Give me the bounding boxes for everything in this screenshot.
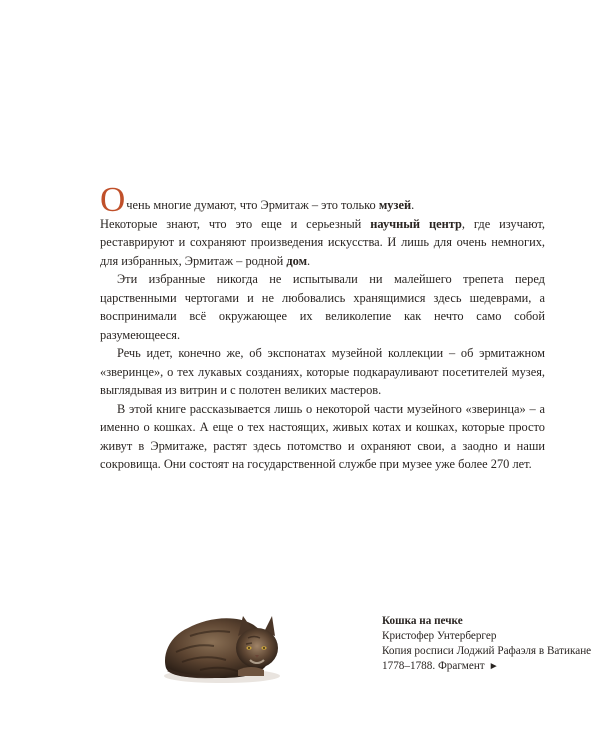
intro-text-2e: . [307,253,311,268]
intro-text-a: чень многие думают, что Эрмитаж – это только [126,198,379,212]
caption-author: Кристофер Унтербергер [382,630,497,642]
paragraph-chosen: Эти избранные никогда не испытывали ни малейшего трепета перед царственными чертогами и не любовались хранящимися здесь шедеврами, а воспринимали всё окружающее их великолепие как нечто само собой разумеющееся. [100,272,545,342]
intro-text-2c: , где изучают, реставрируют и сохраняют произведения искусства. И лишь для очень немногих, для избранных, Эрмитаж – родной [100,216,545,268]
caption-date: 1778–1788. Фрагмент [382,660,485,672]
intro-first-line [100,180,545,219]
intro-paragraph [100,180,545,270]
image-caption [382,614,592,674]
caption-date-line [382,659,592,674]
intro-keyword-home: дом [286,253,308,268]
paragraph-cats: В этой книге рассказывается лишь о некоторой части музейного «зверинца» – а именно о кошках. А еще о тех настоящих, живых котах и кошках, которые просто живут в Эрмитаже, растят здесь потомство и охраняют свои, а заодно и наши сокровища. Они состоят на государственной службе при музее уже более 270 лет. [100,401,545,471]
caption-description: Копия росписи Лоджий Рафаэля в Ватикане [382,645,592,657]
caption-title: Кошка на печке [382,615,463,627]
arrow-right-icon: ► [488,661,499,672]
intro-keyword-museum: музей [378,198,412,212]
paragraph-exhibits: Речь идет, конечно же, об экспонатах музейной коллекции – об эрмитажном «зверинце», о тех лукавых созданиях, которые подкарауливают посетителей музея, выглядывая из витрин и с полотен великих мастеров. [100,346,545,397]
drop-cap: О [100,180,126,219]
cat-illustration [160,596,290,686]
intro-text-c: . [411,198,415,212]
intro-keyword-science: научный центр [370,216,462,231]
intro-text-2a: Некоторые знают, что это еще и серьезный [100,216,371,231]
main-text [100,180,545,474]
